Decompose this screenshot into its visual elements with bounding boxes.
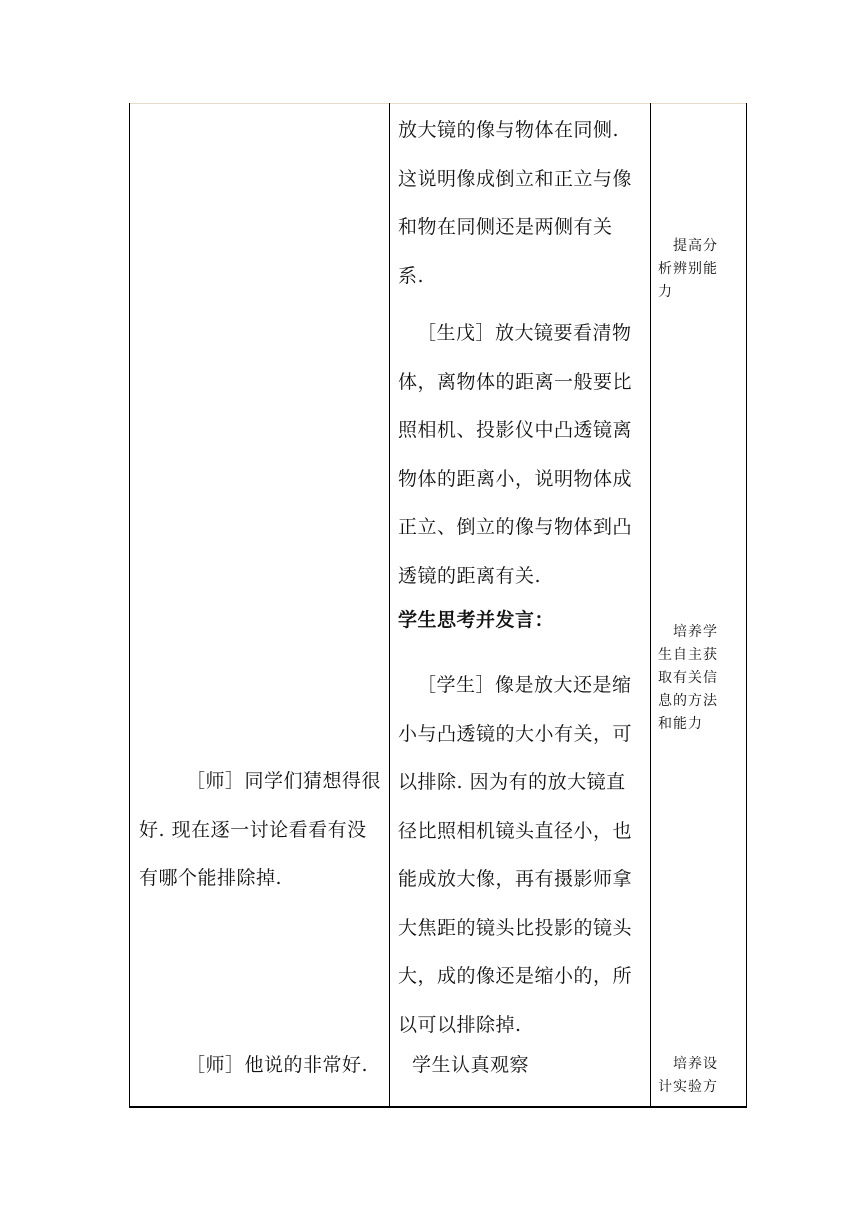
student-paragraph-3 bbox=[398, 661, 646, 1049]
table-bottom-border bbox=[129, 1106, 747, 1108]
student-line: 径比照相机镜头直径小，也 bbox=[398, 819, 633, 842]
student-line: 放大镜的像与物体在同侧. bbox=[398, 119, 620, 141]
table-top-border bbox=[129, 103, 747, 104]
intent-note-2 bbox=[658, 621, 744, 736]
teacher-remark-line: ［师］同学们猜想得很 bbox=[186, 770, 382, 792]
intent-line: 息的方法 bbox=[658, 693, 718, 709]
student-paragraph-1 bbox=[398, 106, 646, 300]
intent-line: 取有关信 bbox=[658, 670, 718, 686]
lesson-table bbox=[129, 103, 747, 1108]
student-line: 系. bbox=[398, 264, 425, 287]
student-line: 小与凸透镜的大小有关，可 bbox=[398, 722, 633, 745]
student-line: 大焦距的镜头比投影的镜头 bbox=[398, 916, 633, 939]
student-line: 大，成的像还是缩小的，所 bbox=[398, 965, 633, 987]
intent-line: 力 bbox=[658, 284, 673, 300]
intent-line: 培养学 bbox=[673, 624, 718, 640]
teacher-remark-block-2 bbox=[186, 1041, 386, 1090]
student-heading: 学生思考并发言： bbox=[398, 609, 555, 631]
teacher-remark-block-1 bbox=[139, 757, 384, 903]
student-paragraph-2 bbox=[398, 309, 646, 600]
student-observe: 学生认真观察 bbox=[412, 1054, 530, 1076]
intent-line: 培养设 bbox=[673, 1056, 718, 1072]
table-right-border bbox=[746, 103, 747, 1108]
column-divider-2 bbox=[650, 103, 651, 1108]
student-line: ［学生］像是放大还是缩 bbox=[417, 674, 632, 696]
teacher-remark-line: 好. 现在逐一讨论看看有没 bbox=[139, 818, 367, 841]
intent-line: 和能力 bbox=[658, 716, 703, 732]
intent-line: 析辨别能 bbox=[658, 261, 718, 277]
student-line: 正立、倒立的像与物体到凸 bbox=[398, 516, 633, 538]
student-line: 以排除. 因为有的放大镜直 bbox=[398, 771, 626, 793]
table-left-border bbox=[129, 103, 130, 1108]
student-heading-block bbox=[398, 596, 646, 645]
intent-line: 生自主获 bbox=[658, 647, 718, 663]
student-line: 体，离物体的距离一般要比 bbox=[398, 370, 633, 393]
student-line: 透镜的距离有关. bbox=[398, 564, 542, 587]
student-line: 能成放大像，再有摄影师拿 bbox=[398, 868, 633, 890]
student-line: 物体的距离小，说明物体成 bbox=[398, 467, 633, 490]
student-line: 以可以排除掉. bbox=[398, 1013, 522, 1036]
teacher-remark-line: 有哪个能排除掉. bbox=[139, 867, 283, 889]
column-divider-1 bbox=[389, 103, 390, 1108]
student-observe-block bbox=[412, 1041, 642, 1090]
intent-note-1 bbox=[658, 235, 744, 304]
intent-line: 提高分 bbox=[673, 238, 718, 254]
student-line: 这说明像成倒立和正立与像 bbox=[398, 167, 633, 190]
student-line: ［生戊］放大镜要看清物 bbox=[417, 322, 632, 344]
student-line: 照相机、投影仪中凸透镜离 bbox=[398, 419, 633, 441]
teacher-remark-line: ［师］他说的非常好. bbox=[186, 1054, 369, 1076]
student-line: 和物在同侧还是两侧有关 bbox=[398, 216, 613, 238]
intent-line: 计实验方 bbox=[658, 1079, 718, 1095]
intent-note-3 bbox=[658, 1053, 744, 1099]
